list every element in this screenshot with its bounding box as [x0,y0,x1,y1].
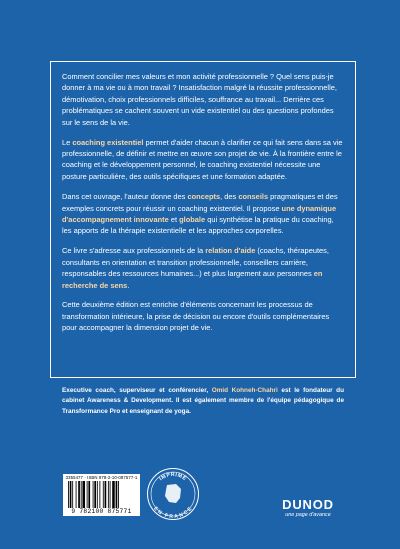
isbn-text: 3355477 · ISBN 978-2-10-087577-1 [65,475,138,480]
barcode-bar [70,481,72,508]
highlight-conseils: conseils [238,192,269,202]
publisher-tagline: une page d'avance [285,512,331,518]
barcode-bar [93,481,94,508]
barcode-bars [68,481,135,508]
barcode-bar [103,481,104,508]
svg-text:EN FRANCE [152,506,193,520]
barcode-bar [78,481,80,508]
barcode-bar [112,481,115,508]
description [62,71,344,342]
highlight-globale: globale [179,214,206,224]
author-bio: Executive coach, superviseur et conférencier, Omid Kohneh-Chahri est le fondateur du cabinet Awareness & Development. Il est également membre de l'équipe pédagogique de Transformance Pro et enseignant de yoga. [62,387,344,415]
barcode-bar [97,481,98,508]
seal-bottom-text: EN FRANCE [152,505,194,521]
paragraph-coaching: Le coaching existentiel permet d'aider chacun à clarifier ce qui fait sens dans sa vie professionnelle, de définir et mettre en œuvre son projet de vie. À la frontière entre le coaching et le développement personnel, le coaching existentiel nécessite une posture particulière, des outils spécifiques et une formation adaptée. [62,137,343,181]
highlight-concepts: concepts [187,192,221,202]
barcode-bar [108,481,109,508]
paragraph-ouvrage: Dans cet ouvrage, l'auteur donne des concepts, des conseils pragmatiques et des exemples concrets pour réussir un coaching existentiel. Il propose une dynamique d'accompagnement innovante et globale qui synthétise la pratique du coaching, les apports de la thérapie existentielle et les approches corporelles. [62,192,338,236]
barcode-bar [116,481,118,508]
barcode-bar [72,481,73,508]
paragraph-intro: Comment concilier mes valeurs et mon activité professionnelle ? Quel sens puis-je donner à ma vie ou à mon travail ? Insatisfaction malgré la réussite professionnelle, démotivation, choix professionnels difficiles, souffrance au travail... Derrière ces problématiques se cachent souvent un vide existentiel ou des questions profondes sur le sens de la vie. [62,72,337,127]
barcode-bar [76,481,77,508]
highlight-recherche-sens: en recherche de sens [62,269,323,290]
barcode-digits: 9 782100 875771 [71,508,132,515]
imprime-en-france-seal [146,467,200,521]
publisher-logo [272,498,344,519]
svg-text:IMPRIMÉ [158,472,188,482]
barcode-bar [105,481,107,508]
paragraph-edition: Cette deuxième édition est enrichie d'éléments concernant les processus de transformation intérieure, la prise de décision ou encore d'outils complémentaires pour accompagner la dimension projet de vie. [62,300,330,333]
barcode-bar [94,481,96,508]
barcode-bar [81,481,82,508]
barcode-bar [99,481,100,508]
barcode-bar [110,481,111,508]
seal-top-text: IMPRIMÉ [158,472,188,483]
paragraph-audience: Ce livre s'adresse aux professionnels de la relation d'aide (coachs, thérapeutes, consultants en orientation et transition professionnelle, conseillers carrière, responsables des ressources humaines...) et plus largement aux personnes en recherche de sens. [62,246,329,290]
publisher-name: DUNOD [282,497,334,512]
barcode-bar [118,481,119,508]
highlight-coaching-existentiel: coaching existentiel [72,137,144,147]
isbn-barcode [63,474,140,516]
france-map-icon [165,484,181,503]
highlight-dynamique: une dynamique d'accompagnement innovante [62,203,337,224]
barcode-bar [88,481,90,508]
barcode-bar [68,481,69,508]
author-name: Omid Kohneh-Chahri [211,387,278,394]
barcode-bar [82,481,85,508]
barcode-bar [87,481,88,508]
highlight-relation-aide: relation d'aide [205,246,256,256]
